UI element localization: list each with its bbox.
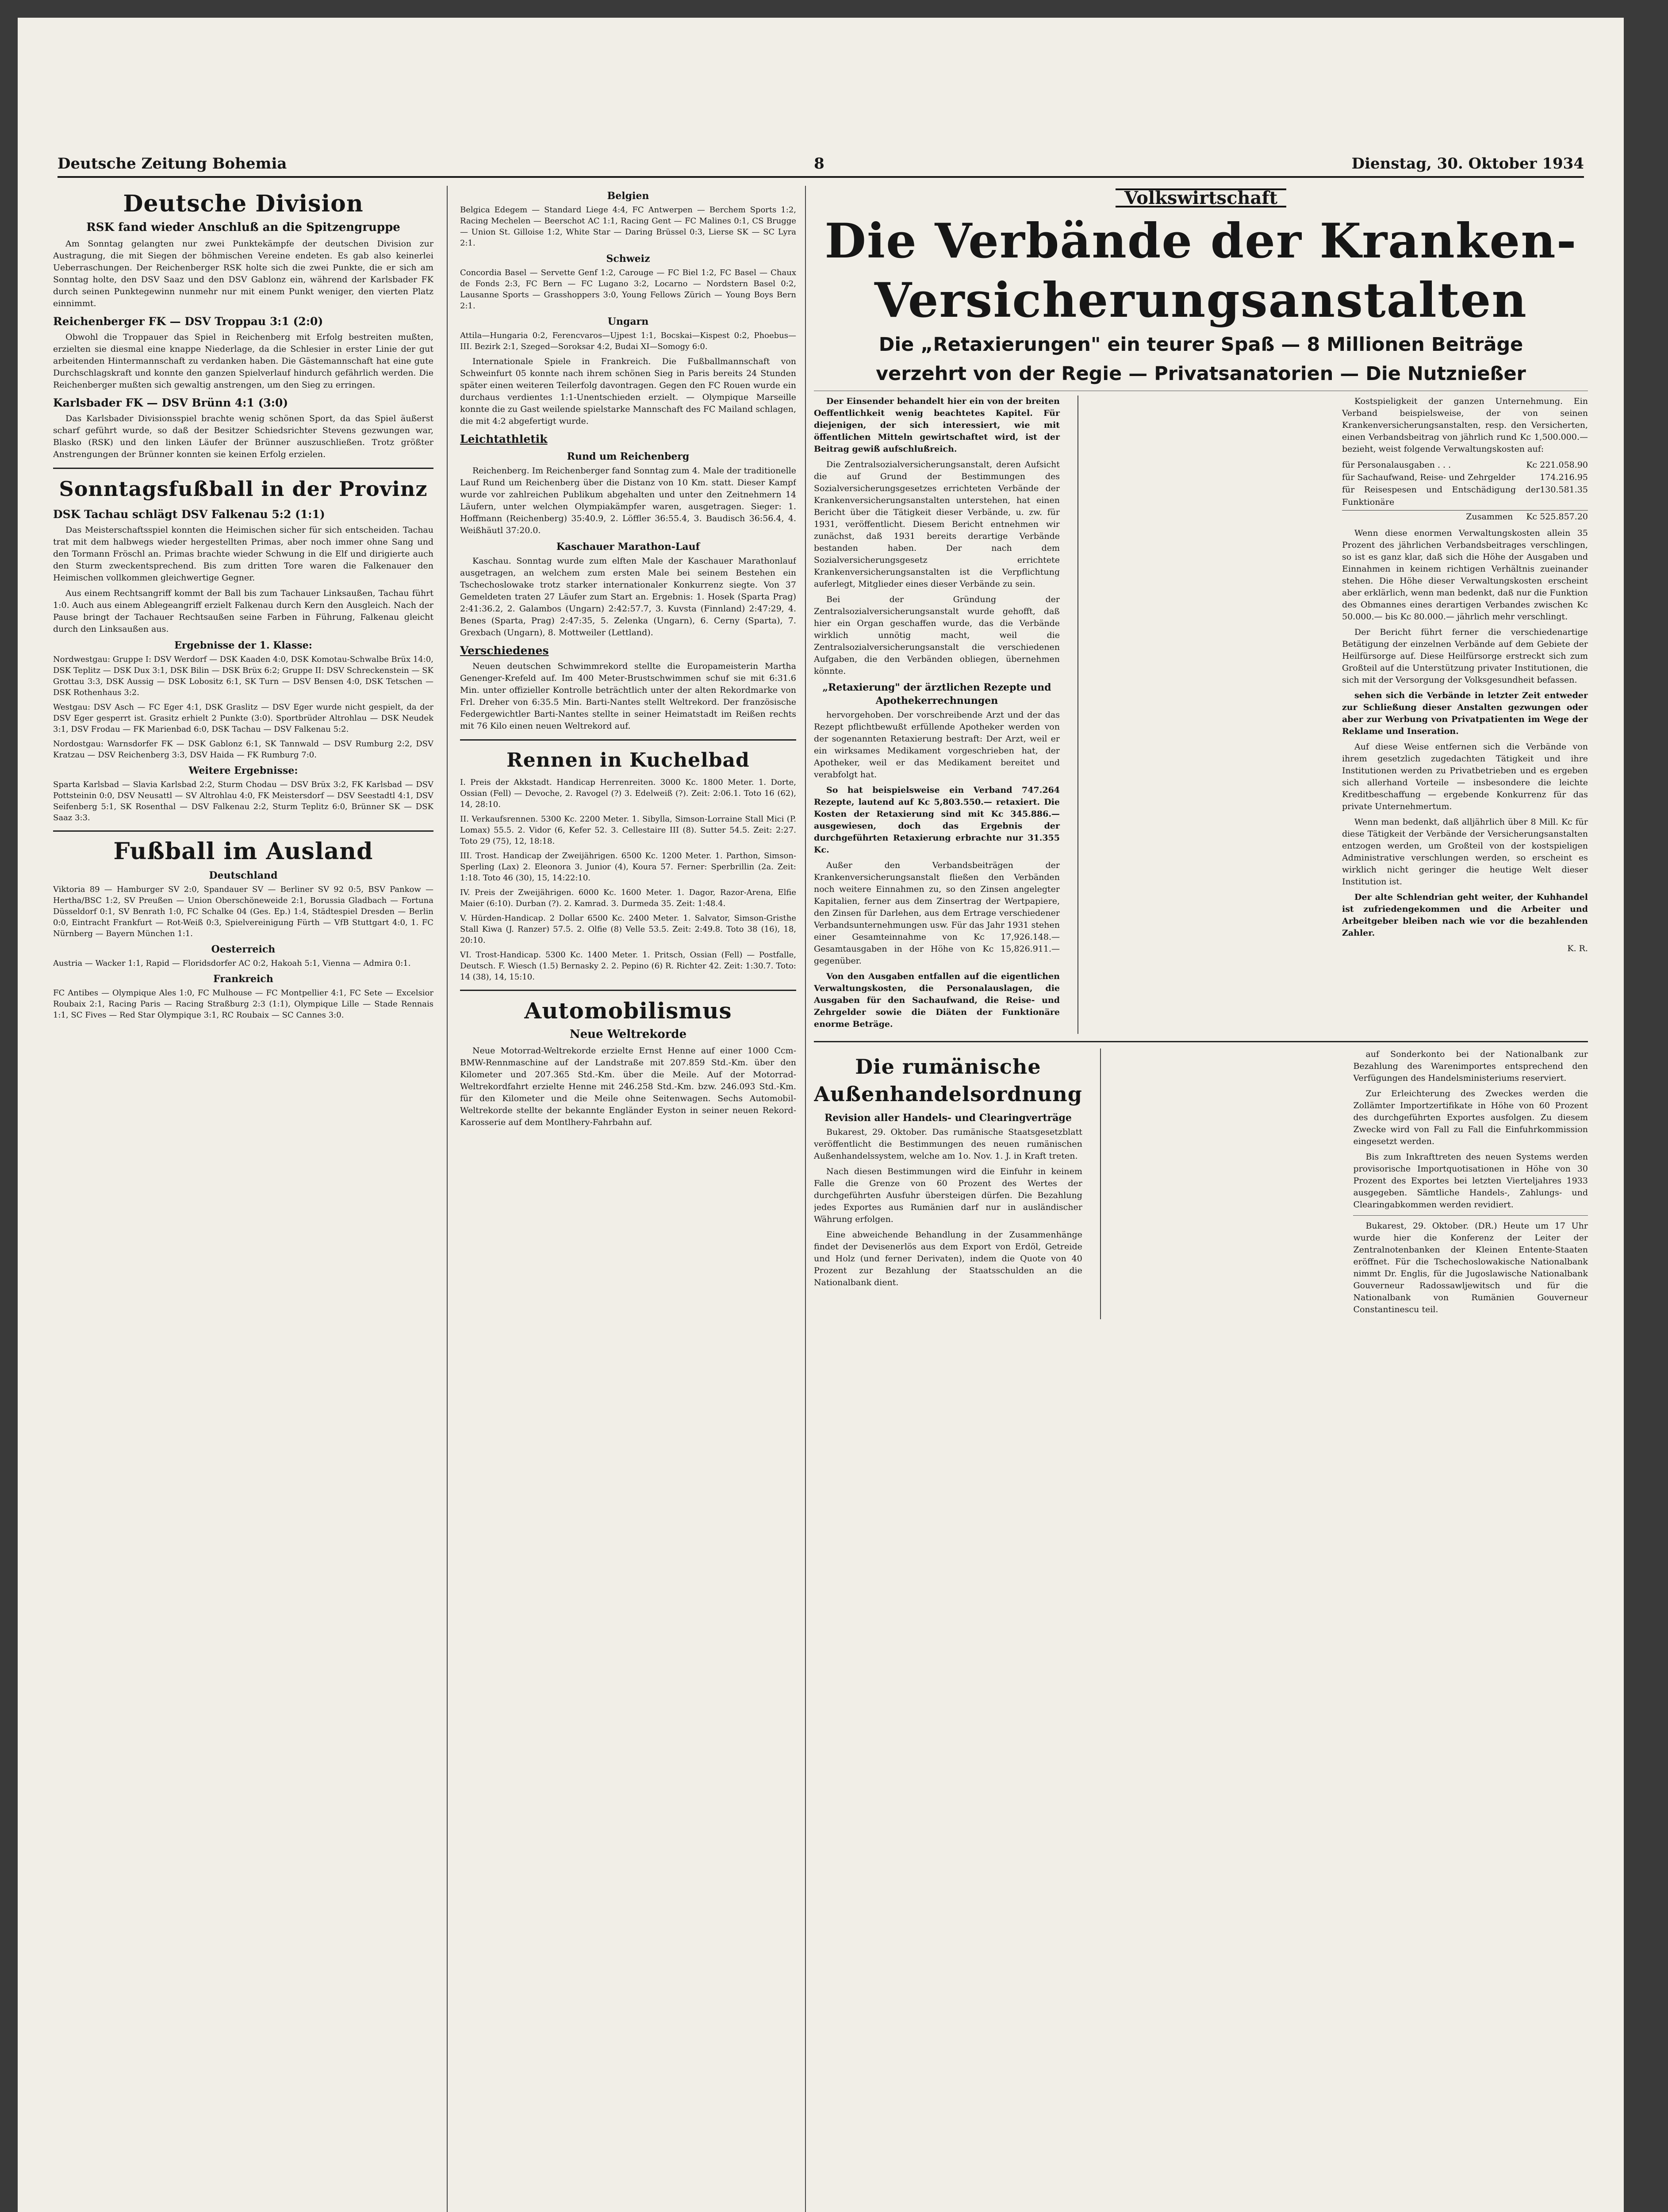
cost-value: Kc 525.857.20 [1526,512,1588,522]
economy-section [814,186,1588,2212]
romania-left [814,1048,1082,1319]
article-paragraph: Wenn diese enormen Verwaltungskosten allein 35 Prozent des jährlichen Verbandsbeitrages verschlingen, so ist es ganz klar, daß sich die Höhe der Ausgaben und Einnahmen in keinem richtigen Verhältnis zueinander stehen. Die Höhe dieser Verwaltungskosten erscheint aber erklärlich, wenn man bedenkt, daß nur die Funktion des Obmannes eines derartigen Verbandes zwischen Kc 50.000.— bis Kc 80.000.— jährlich mehr verschlingt. [1342,528,1588,622]
column-rule [1077,396,1324,1034]
cost-value: 174.216.95 [1540,472,1588,482]
article-paragraph: Außer den Verbandsbeiträgen der Krankenversicherungsanstalt fließen den Verbänden noch weitere Einnahmen zu, so den Zinsen angelegter Kapitalien, ferner aus dem Zinsertrag der Wertpapiere, den Zinsen für Darlehen, aus dem Ertrage verschiedener Verbandsunternehmungen usw. Für das Jahr 1931 stehen einer Gesamteinnahme von Kc 17,926.148.— Gesamtausgaben in der Höhe von Kc 15,826.911.— gegenüber. [814,860,1060,966]
article-paragraph: Auf diese Weise entfernen sich die Verbände von ihrem gesetzlich zugedachten Tätigkeit und ihre Institutionen werden zu Privatbetrieben und es ergeben sich allerhand Vorteile — insbesondere die leichte Kreditbeschaffung — ergebende Konkurrenz für das private Unternehmertum. [1342,742,1588,811]
event-heading: Kaschauer Marathon-Lauf [556,541,700,553]
article-paragraph: Wenn man bedenkt, daß alljährlich über 8 Mill. Kc für diese Tätigkeit der Verbände der Versicherungsanstalten entzogen werden, um Großteil von der kostspieligen Administrative verschlungen werden, so erscheint es wirklich nicht geringer die heutige Welt dieser Institution ist. [1342,817,1588,887]
athletics-heading: Leichtathletik [460,433,548,445]
cost-label: für Sachaufwand, Reise- und Zehrgelder [1342,472,1515,482]
romania-title: Die rumänische Außenhandelsordnung [814,1055,1082,1106]
results-paragraph: Sparta Karlsbad — Slavia Karlsbad 2:2, Sturm Chodau — DSV Brüx 3:2, FK Karlsbad — DSV Pottsteinin 0:0, DSV Neusattl — SV Altrohlau 4:0, FK Meistersdorf — DSV Seestadtl 4:1, DSV Seifenberg 5:1, SK Rosenthal — DSV Falkenau 2:2, Sturm Teplitz 6:0, Brünner SK — DSK Saaz 3:3. [53,780,433,822]
divider [1353,1215,1588,1216]
author-signature: K. R. [1567,944,1588,953]
article-highlight: Von den Ausgaben entfallen auf die eigentlichen Verwaltungskosten, die Personalauslagen, die Ausgaben für den Sachaufwand, die Reise- und Zehrgelder sowie die Diäten der Funktionäre enorme Beträge. [814,972,1060,1029]
race-result: VI. Trost-Handicap. 5300 Kc. 1400 Meter. 1. Pritsch, Ossian (Fell) — Postfalle, Deutsch. F. Wiesch (1.5) Bernasky 2. 2. Pepino (6) R. Richter 42. Zeit: 1:30.7. Toto: 14 (38), 14, 15:10. [460,950,796,982]
results-paragraph: Viktoria 89 — Hamburger SV 2:0, Spandauer SV — Berliner SV 92 0:5, BSV Pankow — Hertha/BSC 1:2, SV Preußen — Union Oberschöneweide 2:1, Borussia Gladbach — Fortuna Düsseldorf 0:1, SV Benrath 1:0, FC Schalke 04 (Ges. Ep.) 1:4, Städtespiel Dresden — Berlin 0:0, Eintracht Frankfurt — Rot-Weiß 0:3, Spielvereinigung Fürth — VfB Stuttgart 4:0, 1. FC Nürnberg — Bayern München 1:1. [53,885,433,938]
race-result: V. Hürden-Handicap. 2 Dollar 6500 Kc. 2400 Meter. 1. Salvator, Simson-Gristhe Stall Kiwa (J. Ranzer) 57.5. 2. Olfie (8) Velle 53.5. Zeit: 2:49.8. Toto 38 (16), 18, 20:10. [460,914,796,945]
country-heading: Ungarn [607,316,649,327]
article-paragraph: hervorgehoben. Der vorschreibende Arzt und der das Rezept pflichtbewußt erfüllende Apotheker werden von der sogenannten Retaxierung bestraft: Der Arzt, weil er ein wirksames Medikament vorgeschrieben hat, der Apotheker, weil er das Medikament bereitet und verabfolgt hat. [814,710,1060,780]
cost-total-row [1342,510,1588,523]
country-heading: Schweiz [606,253,650,265]
article-intro: Der Einsender behandelt hier ein von der breiten Oeffentlichkeit wenig beachtetes Kapitel. Für diejenigen, der sich interessiert, wie mit öffentlichen Mitteln gewirtschaftet wird, ist der Beitrag gewiß aufschlußreich. [814,396,1060,454]
misc-heading: Verschiedenes [460,644,549,657]
results-heading: Ergebnisse der 1. Klasse: [174,640,312,651]
headline-line-1: Die Verbände der Kranken- [824,213,1577,269]
article-highlight: sehen sich die Verbände in letzter Zeit entweder zur Schließung dieser Anstalten gezwungen oder aber zur Werbung von Privatpatienten im Wege der Reklame und Inseration. [1342,691,1588,736]
event-heading: Rund um Reichenberg [567,451,690,462]
results-paragraph: Concordia Basel — Servette Genf 1:2, Carouge — FC Biel 1:2, FC Basel — Chaux de Fonds 2:3, FC Bern — FC Lugano 3:2, Locarno — Nordstern Basel 0:2, Lausanne Sports — Grasshoppers 3:0, Young Fellows Zürich — Young Boys Bern 2:1. [460,268,796,311]
divider [53,468,433,469]
province-title: Sonntagsfußball in der Provinz [59,477,428,501]
country-heading: Oesterreich [211,944,276,955]
section-label-wrap [814,186,1588,210]
cost-row [1342,471,1588,484]
article-paragraph: Nach diesen Bestimmungen wird die Einfuhr in keinem Falle die Grenze von 60 Prozent des Wertes der durchgeführten Ausfuhr übersteigen dürfen. Die Bezahlung jedes Exportes aus Rumänien darf nur in ausländischer Währung erfolgen. [814,1167,1082,1224]
cost-value: Kc 221.058.90 [1526,460,1588,470]
column-rule [1100,1048,1336,1319]
divider [460,990,796,991]
results-paragraph: FC Antibes — Olympique Ales 1:0, FC Mulhouse — FC Montpellier 4:1, FC Sete — Excelsior Roubaix 2:1, Racing Paris — Racing Straßburg 2:3 (1:1), Olympique Lille — Stade Rennais 1:1, SC Fives — Red Star Olympique 3:1, RC Roubaix — SC Cannes 3:0. [53,988,433,1020]
cost-row [1342,484,1588,508]
country-heading: Frankreich [213,973,273,985]
sports-column-left [53,186,433,2212]
division-subtitle: RSK fand wieder Anschluß an die Spitzengruppe [86,221,400,234]
column-rule [805,186,806,2212]
article-highlight: So hat beispielsweise ein Verband 747.264 Rezepte, lautend auf Kc 5,803.550.— retaxiert. Die Kosten der Retaxierung sind mit Kc 345.886.— ausgewiesen, doch das Ergebnis der durchgeführten Retaxierung erbrachte nur 31.355 Kc. [814,785,1060,855]
results-heading: Weitere Ergebnisse: [188,765,298,776]
cost-row [1342,459,1588,471]
divider [814,1041,1588,1042]
race-result: I. Preis der Akkstadt. Handicap Herrenreiten. 3000 Kc. 1800 Meter. 1. Dorte, Ossian (Fell) — Devoche, 2. Ravogel (?) 3. Edelweiß (?). Zeit: 2:06.1. Toto 16 (62), 14, 28:10. [460,778,796,809]
article-paragraph: Kostspieligkeit der ganzen Unternehmung. Ein Verband beispielsweise, der von seinen Krankenversicherungsanstalten, resp. den Versicherten, einen Verbandsbeitrag von jährlich rund Kc 1,500.000.— bezieht, weist folgende Verwaltungskosten auf: [1342,396,1588,454]
abroad-title: Fußball im Ausland [113,838,373,865]
main-article [814,396,1588,1034]
results-paragraph: Belgica Edegem — Standard Liege 4:4, FC Antwerpen — Berchem Sports 1:2, Racing Mechelen — Beerschot AC 1:1, Racing Gent — FC Malines 0:1, CS Brugge — Union St. Gilloise 1:2, White Star — Daring Brüssel 0:3, Lierse SK — SC Lyra 2:1. [460,205,796,248]
article-paragraph: Neuen deutschen Schwimmrekord stellte die Europameisterin Martha Genenger-Krefeld auf. Im 400 Meter-Brustschwimmen schuf sie mit 6:31.6 Min. unter offizieller Kontrolle beträchtlich unter der alten Rekordmarke von Frl. Dreher von 6:35.5 Min. Barti-Nantes stellt Weltrekord. Der französische Federgewichtler Barti-Nantes stellte in seiner Heimatstadt im Reißen rechts mit 76 Kilo einen neuen Weltrekord auf. [460,661,796,731]
results-paragraph: Attila—Hungaria 0:2, Ferencvaros—Ujpest 1:1, Bocskai—Kispest 0:2, Phoebus—III. Bezirk 2:1, Szeged—Soroksar 4:2, Budai XI—Somogy 6:0. [460,331,796,351]
results-paragraph: Westgau: DSV Asch — FC Eger 4:1, DSK Graslitz — DSV Eger wurde nicht gespielt, da der DSV Eger gesperrt ist. Grasitz erhielt 2 Punkte (3:0). Sportbrüder Altrohlau — DSK Neudek 3:1, DSV Frodau — FK Marienbad 6:0, DSK Tachau — DSV Falkenau 5:2. [53,703,433,734]
divider [460,739,796,741]
country-heading: Belgien [607,190,649,202]
article-highlight: Der alte Schlendrian geht weiter, der Kuhhandel ist zufriedengekommen und die Arbeiter und Arbeitgeber bleiben nach wie vor die bezahlenden Zahler. [1342,892,1588,938]
cost-label: Zusammen [1466,512,1513,522]
match-heading: DSK Tachau schlägt DSV Falkenau 5:2 (1:1) [53,508,325,521]
main-article-left [814,396,1060,1034]
article-paragraph: Die Zentralsozialversicherungsanstalt, deren Aufsicht die auf Grund der Bestimmungen des Sozialversicherungsgesetzes errichteten Verbände der Krankenversicherungsanstalten unterstehen, hat einen Bericht über die Tätigkeit dieser Verbände, u. zw. für 1931, veröffentlicht. Diesem Bericht entnehmen wir zunächst, daß 1931 bereits derartige Verbände bestanden haben. Der nach dem Sozialversicherungsgesetz errichtete Krankenversicherungsanstalten ist die Verpflichtung auferlegt, Mitglieder eines dieser Verbände zu sein. [814,460,1060,589]
results-paragraph: Austria — Wacker 1:1, Rapid — Floridsdorfer AC 0:2, Hakoah 5:1, Vienna — Admira 0:1. [53,959,411,968]
sports-column-middle [460,186,796,2212]
cost-table [1342,459,1588,523]
race-result: II. Verkaufsrennen. 5300 Kc. 2200 Meter. 1. Sibylla, Simson-Lorraine Stall Mici (P. Lomax) 55.5. 2. Vidor (6, Kefer 52. 3. Cellestaire III (8). Sutter 54.5. Zeit: 2:27. Toto 29 (75), 12, 18:18. [460,814,796,846]
article-paragraph: Am Sonntag gelangten nur zwei Punktekämpfe der deutschen Division zur Austragung, die mit Siegen der böhmischen Vereine endeten. Es gab also keinerlei Ueberraschungen. Der Reichenberger RSK holte sich die zwei Punkte, die er sich am Sonntag holte, den DSV Saaz und den DSV Gablonz ein, während der Karlsbader FK durch seinen Punktegewinn nunmehr nur mit einem Punkt weniger, den vierten Platz einnimmt. [53,239,433,308]
division-title: Deutsche Division [123,190,364,217]
racing-title: Rennen in Kuchelbad [506,749,750,772]
cost-value: 130.581.35 [1540,485,1588,495]
article-paragraph: Bis zum Inkrafttreten des neuen Systems werden provisorische Importquotisationen in Höhe von 30 Prozent des Exportes bei letzten Vierteljahres 1933 ausgegeben. Sämtliche Handels-, Zahlungs- und Clearingabkommen werden revidiert. [1353,1152,1588,1210]
subheadline-line-1: Die „Retaxierungen" ein teurer Spaß — 8 Millionen Beiträge [878,334,1523,356]
article-paragraph: auf Sonderkonto bei der Nationalbank zur Bezahlung des Warenimportes entsprechend den Verfügungen des Handelsministeriums reserviert. [1353,1049,1588,1083]
article-paragraph: Bukarest, 29. Oktober. Das rumänische Staatsgesetzblatt veröffentlicht die Bestimmungen des neuen rumänischen Außenhandelssystem, welche am 1o. Nov. 1. J. in Kraft treten. [814,1127,1082,1161]
article-paragraph: Das Karlsbader Divisionsspiel brachte wenig schönen Sport, da das Spiel äußerst scharf geführt wurde, so daß der Besitzer Schiedsrichter Stevens gezwungen war, Blasko (RSK) und den linken Läufer der Brünner auszuschließen. Trotz größter Anstrengungen der Brünner konnten sie keinen Erfolg erzielen. [53,414,433,459]
results-paragraph: Nordostgau: Warnsdorfer FK — DSK Gablonz 6:1, SK Tannwald — DSV Rumburg 2:2, DSV Kratzau — DSV Reichenberg 3:3, DSV Haida — FK Rumburg 7:0. [53,739,433,760]
newspaper-page [18,18,1624,2212]
results-paragraph: Nordwestgau: Gruppe I: DSV Werdorf — DSK Kaaden 4:0, DSK Komotau-Schwalbe Brüx 14:0, DSK Teplitz — DSK Dux 3:1, DSK Bilin — DSK Brüx 6:2; Gruppe II: DSV Schreckenstein — SK Grottau 3:3, DSK Aussig — DSK Lobositz 6:1, SK Turn — DSV Bensen 4:0, DSK Tetschen — DSK Rothenhaus 3:2. [53,655,433,697]
main-article-right [1342,396,1588,1034]
article-paragraph: Aus einem Rechtsangriff kommt der Ball bis zum Tachauer Linksaußen, Tachau führt 1:0. Auch aus einem Ablegeangriff erzielt Falkenau durch Kern den Ausgleich. Nach der Pause bringt der Tachauer Rechtsaußen seine Farben in Führung, Falkenau gleicht durch den Linksaußen aus. [53,588,433,634]
romania-right [1353,1048,1588,1319]
masthead [58,119,1584,178]
race-result: III. Trost. Handicap der Zweijährigen. 6500 Kc. 1200 Meter. 1. Parthon, Simson-Sperling (Lax) 2. Eleonora 3. Junior (4), Koura 57. Ferner: Sperbrillin (2a. Zeit: 1:18. Toto 46 (30), 15, 14:22:10. [460,851,796,883]
article-paragraph: Obwohl die Troppauer das Spiel in Reichenberg mit Erfolg bestreiten mußten, erzielten sie diesmal eine knappe Niederlage, da die Schlesier in erster Linie der gut arbeitenden Hintermannschaft zu verdanken haben. Die Gästemannschaft hat eine gute Durchschlagskraft und konnte den ganzen Spielverlauf hindurch gefährlich werden. Die Reichenberger mußten sich gewaltig anstrengen, um den Sieg zu erringen. [53,332,433,390]
section-label: Volkswirtschaft [1116,188,1286,207]
cost-label: für Personalausgaben . . . [1342,460,1451,470]
headline-line-2: Versicherungsanstalten [874,273,1527,328]
romania-subtitle: Revision aller Handels- und Clearingverträge [824,1112,1072,1124]
romania-article [814,1048,1588,1319]
article-paragraph: Eine abweichende Behandlung in der Zusammenhänge findet der Devisenerlös aus dem Export von Erdöl, Getreide und Holz (und ferner Derivaten), indem die Quote von 40 Prozent zur Bezahlung der Staatsschulden an die Nationalbank dient. [814,1230,1082,1287]
article-paragraph: Der Bericht führt ferner die verschiedenartige Betätigung der einzelnen Verbände auf dem Gebiete der Heilfürsorge auf. Diese Heilfürsorge erstreckt sich zum Großteil auf die Unterstützung privater Institutionen, die sich mit der Versorgung der Volksgesundheit befassen. [1342,627,1588,685]
article-paragraph: Reichenberg. Im Reichenberger fand Sonntag zum 4. Male der traditionelle Lauf Rund um Reichenberg über die Distanz von 10 Km. statt. Dieser Kampf wurde vor zahlreichen Publikum abgehalten und unter den Zeitnehmern 14 Läufern, unter welchen Olympiakämpfer waren, ausgetragen. Sieger: 1. Hoffmann (Reichenberg) 35:40.9, 2. Löffler 36:55.4, 3. Baudisch 36:56.4, 4. Weißhäutl 37:20.0. [460,466,796,535]
article-paragraph: Zur Erleichterung des Zweckes werden die Zollämter Importzertifikate in Höhe von 60 Prozent des durchgeführten Exportes ausfolgen. Zu diesem Zwecke wird von Fall zu Fall die Einfuhrkommission eingesetzt werden. [1353,1089,1588,1146]
cost-label: für Reisespesen und Entschädigung der Funktionäre [1342,485,1540,507]
article-paragraph: Das Meisterschaftsspiel konnten die Heimischen sicher für sich entscheiden. Tachau trat mit dem halbwegs wieder hergestellten Primas, aber noch immer ohne Sang und den Tormann Fröschl an. Primas brachte wieder Schwung in die Elf und dirigierte auch den Sturm zweckentsprechend. Bis zum dritten Tore waren die Falkenauer den Heimischen vollkommen gleichwertige Gegner. [53,525,433,583]
retax-heading: „Retaxierung" der ärztlichen Rezepte und Apothekerrechnungen [822,682,1051,707]
article-paragraph: Kaschau. Sonntag wurde zum elften Male der Kaschauer Marathonlauf ausgetragen, an welchem zum ersten Male bei seinem Bestehen ein Tschechoslowake trotz starker internationaler Konkurrenz siegte. Von 37 Gemeldeten traten 27 Läufer zum Start an. Ergebnis: 1. Hosek (Sparta Prag) 2:41:36.2, 2. Galambos (Ungarn) 2:42:57.7, 3. Kuvsta (Finnland) 2:47:29, 4. Benes (Sparta, Prag) 2:47:35, 5. Zelenka (Ungarn), 6. Cerny (Sparta), 7. Grexbach (Ungarn), 8. Mottweiler (Lettland). [460,556,796,637]
divider [53,830,433,832]
auto-subtitle: Neue Weltrekorde [569,1028,687,1041]
article-paragraph: Internationale Spiele in Frankreich. Die Fußballmannschaft von Schweinfurt 05 konnte nach ihrem schönen Sieg in Paris bereits 24 Stunden später einen weiteren Teilerfolg davontragen. Gegen den FC Rouen wurde ein durchaus verdientes 1:1-Unentschieden erzielt. — Olympique Marseille konnte die zu Gast weilende spielstarke Mannschaft des FC Mailand schlagen, die mit 4:2 abgefertigt wurde. [460,357,796,426]
newspaper-name: Deutsche Zeitung Bohemia [58,155,287,173]
match-heading: Karlsbader FK — DSV Brünn 4:1 (3:0) [53,396,288,409]
issue-date: Dienstag, 30. Oktober 1934 [1351,155,1584,173]
country-heading: Deutschland [209,870,278,881]
subheadline-line-2: verzehrt von der Regie — Privatsanatorien — Die Nutznießer [876,363,1526,385]
article-paragraph: Bei der Gründung der Zentralsozialversicherungsanstalt wurde gehofft, daß hier ein Organ geschaffen wurde, das die Verbände wirklich unnötig macht, weil die Zentralsozialversicherungsanstalt die verschiedenen Aufgaben, die den Verbänden obliegen, übernehmen könnte. [814,595,1060,676]
page-number: 8 [814,155,824,173]
column-rule [447,186,448,2212]
auto-title: Automobilismus [524,998,732,1024]
match-heading: Reichenberger FK — DSV Troppau 3:1 (2:0) [53,315,323,328]
race-result: IV. Preis der Zweijährigen. 6000 Kc. 1600 Meter. 1. Dagor, Razor-Arena, Elfie Maier (6:10). Durban (?). 2. Kamrad. 3. Durmeda 35. Zeit: 1:48.4. [460,888,796,908]
article-paragraph: Bukarest, 29. Oktober. (DR.) Heute um 17 Uhr wurde hier die Konferenz der Leiter der Zentralnotenbanken der Kleinen Entente-Staaten eröffnet. Für die Tschechoslowakische Nationalbank nimmt Dr. Englis, für die Jugoslawische Nationalbank Gouverneur Radossawljewitsch und für die Nationalbank von Rumänien Gouverneur Constantinescu teil. [1353,1221,1588,1314]
article-paragraph: Neue Motorrad-Weltrekorde erzielte Ernst Henne auf einer 1000 Ccm-BMW-Rennmaschine auf der Landstraße mit 207.859 Std.-Km. über den Kilometer und 207.365 Std.-Km. über die Meile. Auf der Motorrad-Weltrekordfahrt erzielte Henne mit 246.258 Std.-Km. bzw. 246.093 Std.-Km. für den Kilometer und die Meile ohne Seitenwagen. Sechs Automobil-Weltrekorde stellte der bekannte Engländer Eyston in seiner neuen Rekord-Karosserie auf dem Montlhery-Fahrbahn auf. [460,1046,796,1127]
